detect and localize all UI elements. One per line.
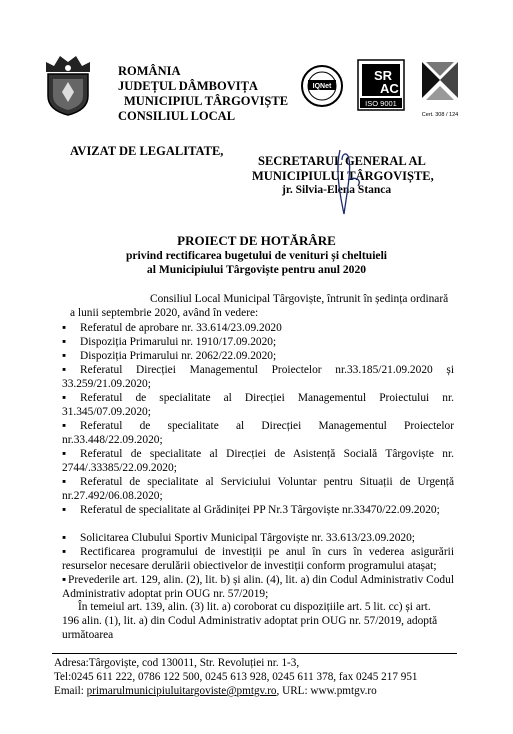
iqnet-logo-icon [302, 66, 342, 106]
header-country: ROMÂNIA [118, 64, 181, 78]
cert-number: Cert. 308 / 124 [421, 112, 459, 118]
footer-email-link[interactable]: primarulmunicipiuluitargoviste@pmtgv.ro [86, 685, 277, 697]
signature-icon [318, 146, 378, 218]
footer-phone: Tel:0245 611 222, 0786 122 500, 0245 613 928, 0245 611 378, fax 0245 217 951 [54, 671, 418, 683]
intro-line-2: a lunii septembrie 2020, având în vedere: [70, 307, 259, 319]
footer-contact: Email: primarulmunicipiuluitargoviste@pmtgv.ro, URL: www.pmtgv.ro [54, 685, 377, 697]
legal-basis-line-1: În temeiul art. 139, alin. (3) lit. a) coroborat cu dispozițiile art. 5 lit. cc) și art. [78, 601, 431, 613]
header-county: JUDEȚUL DÂMBOVIȚA [118, 79, 258, 93]
list-item: ▪ Prevederile art. 129, alin. (2), lit. b) și alin. (4), lit. a) din Codul Administrativ Codul Administrativ adoptat prin OUG nr. 57/2019; [62, 574, 454, 600]
list-item: ▪ Rectificarea programului de investiții pe anul în curs în vederea asigurării resurselor necesare derulării obiectivelor de investiții conform programului atașat; [62, 546, 454, 572]
intro-line-1: Consiliul Local Municipal Târgoviște, întrunit în ședința ordinară [150, 293, 449, 305]
coat-of-arms-icon [40, 52, 96, 116]
list-item: ▪ Referatul Direcției Managementul Proiectelor nr.33.185/21.09.2020 și 33.259/21.09.2020; [62, 364, 454, 390]
footer-address: Adresa:Târgoviște, cod 130011, Str. Revoluției nr. 1-3, [54, 657, 300, 669]
list-item: ▪ Referatul de specialitate al Serviciului Voluntar pentru Situații de Urgență nr.27.492/06.08.2020; [62, 476, 454, 502]
document-subtitle-2: al Municipiului Târgoviște pentru anul 2020 [146, 263, 367, 276]
srac-text-2: AC [380, 81, 399, 96]
list-item: ▪ Referatul de specialitate al Direcției Managementul Proiectelor nr.33.448/22.09.2020; [62, 420, 454, 446]
legality-approval: AVIZAT DE LEGALITATE, [70, 144, 224, 158]
iqnet-text: IQNet [312, 83, 332, 90]
secretary-title-2: MUNICIPIULUI TÂRGOVIȘTE, [252, 169, 434, 183]
list-item: ▪ Referatul de specialitate al Direcției de Asistență Socială Târgoviște nr. 2744/.33385/22.09.2020; [62, 448, 454, 474]
header-council: CONSILIUL LOCAL [118, 109, 236, 123]
list-item: ▪ Dispoziția Primarului nr. 1910/17.09.2020; [62, 336, 277, 348]
srac-text: SR [374, 68, 393, 83]
list-item: ▪ Referatul de aprobare nr. 33.614/23.09.2020 [62, 322, 282, 334]
certification-logos [300, 56, 470, 120]
srac-logo-icon [358, 60, 404, 110]
list-item: ▪ Solicitarea Clubului Sportiv Municipal Târgoviște nr. 33.613/23.09.2020; [62, 532, 415, 544]
secretary-name: jr. Silvia-Elena Stanca [282, 184, 392, 196]
list-item: ▪ Dispoziția Primarului nr. 2062/22.09.2020; [62, 350, 277, 362]
header-municipality: MUNICIPIUL TÂRGOVIȘTE [124, 94, 289, 108]
quality-mark-icon [416, 58, 464, 118]
secretary-title-1: SECRETARUL GENERAL AL [258, 154, 426, 168]
list-item: ▪ Referatul de specialitate al Direcției Managementul Proiectului nr. 31.345/07.09.2020; [62, 392, 454, 418]
document-subtitle-1: privind rectificarea bugetului de venituri și cheltuieli [125, 249, 388, 262]
footer-divider [52, 653, 457, 654]
footer-url[interactable]: , URL: www.pmtgv.ro [276, 685, 377, 697]
list-item: ▪ Referatul de specialitate al Grădiniței PP Nr.3 Târgoviște nr.33470/22.09.2020; [62, 504, 440, 516]
legal-basis-line-3: următoarea [62, 629, 114, 641]
iso-text: ISO 9001 [365, 99, 397, 108]
document-title: PROIECT DE HOTĂRÂRE [177, 233, 336, 248]
legal-basis-line-2: 196 alin. (1), lit. a) din Codul Administrativ adoptat prin OUG nr. 57/2019, adoptă [62, 615, 438, 627]
